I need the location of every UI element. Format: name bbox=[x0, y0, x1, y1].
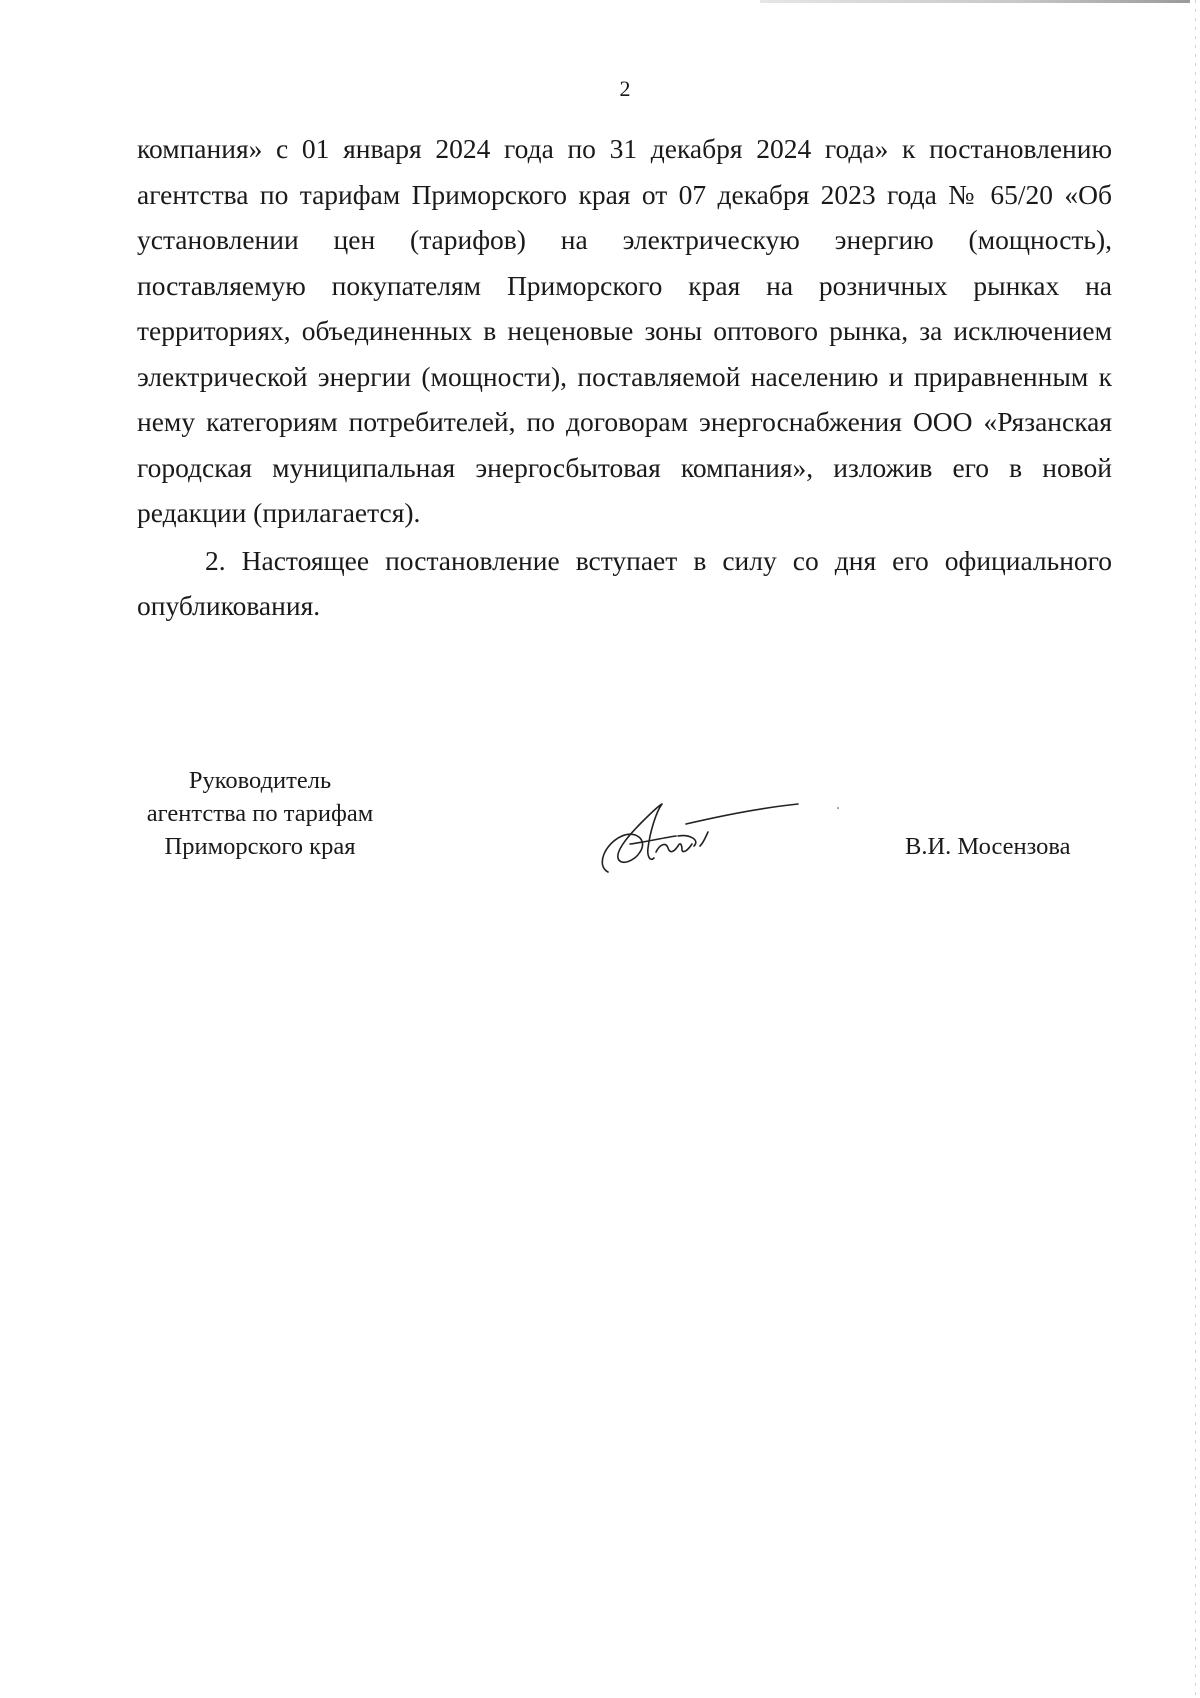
signer-position bbox=[120, 764, 400, 863]
page-number: 2 bbox=[619, 76, 631, 101]
paragraph-2: 2. Настоящее постановление вступает в силу со дня его официального опубликования. bbox=[137, 544, 1112, 621]
scan-edge-right bbox=[1195, 0, 1196, 1698]
handwritten-signature bbox=[590, 792, 870, 882]
signer-name: В.И. Мосензова bbox=[905, 833, 1071, 860]
signer-position-line-1: Руководитель bbox=[188, 767, 332, 794]
scan-edge-top bbox=[760, 0, 1190, 3]
document-body bbox=[137, 126, 1112, 629]
signer-position-line-3: Приморского края bbox=[164, 833, 356, 860]
paragraph-1: компания» с 01 января 2024 года по 31 декабря 2024 года» к постановлению агентства по тарифам Приморского края от 07 декабря 2023 года № 65/20 «Об установлении цен (тарифов) на электрическую энергию (мощность), поставляемую покупателям Приморского края на розничных рынках на территориях, объединенных в неценовые зоны оптового рынка, за исключением электрической энергии (мощности), поставляемой населению и приравненным к нему категориям потребителей, по договорам энергоснабжения ООО «Рязанская городская муниципальная энергосбытовая компания», изложив его в новой редакции (прилагается). bbox=[137, 133, 1112, 528]
signer-position-line-2: агентства по тарифам bbox=[146, 800, 374, 827]
signature-block bbox=[120, 764, 1120, 874]
